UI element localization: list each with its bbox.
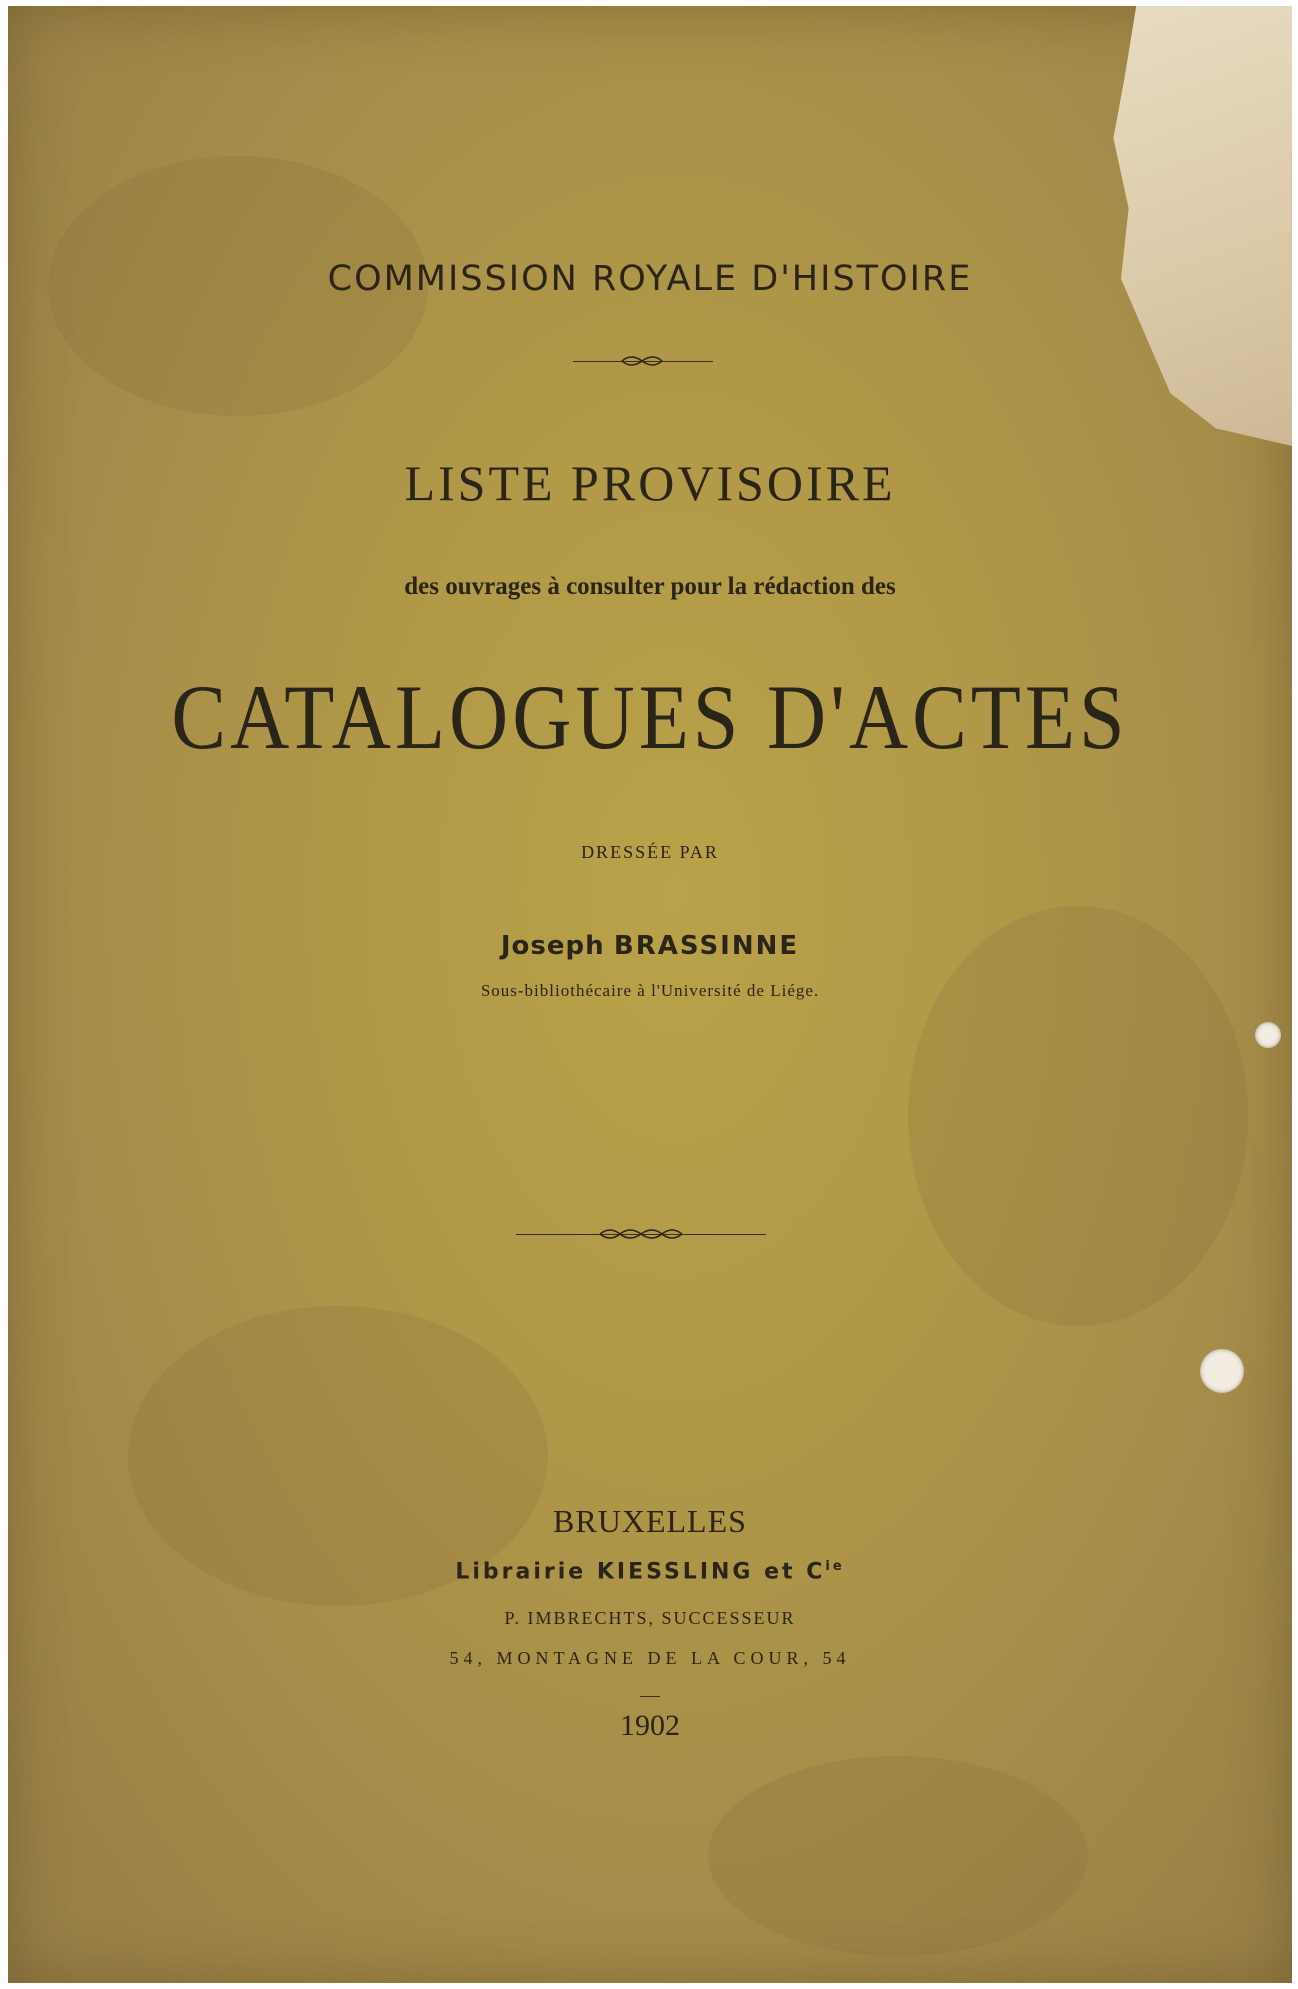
author-firstname: Joseph [500,931,605,961]
subtitle: des ouvrages à consulter pour la rédaction des [404,573,896,600]
book-cover [8,6,1292,1983]
address: 54, MONTAGNE DE LA COUR, 54 [449,1648,851,1668]
publisher-name: Librairie KIESSLING et C [455,1559,826,1585]
torn-corner [1102,6,1292,446]
ornament-icon [598,1225,684,1243]
commission-heading: COMMISSION ROYALE D'HISTOIRE [327,259,973,299]
dressee-par-label: DRESSÉE PAR [581,842,719,862]
year: 1902 [620,1709,680,1742]
publisher [8,1559,1292,1584]
publisher-suffix: ie [825,1559,845,1574]
punch-hole [1255,1022,1281,1048]
city: BRUXELLES [553,1503,747,1539]
ornament-icon [620,353,664,369]
successor: P. IMBRECHTS, SUCCESSEUR [504,1608,796,1628]
author-name [8,931,1292,961]
year-rule [640,1696,660,1697]
paper-stain [908,906,1248,1326]
author-affiliation: Sous-bibliothécaire à l'Université de Liége. [480,981,820,1000]
title-line-1: LISTE PROVISOIRE [404,455,896,511]
punch-hole [1200,1349,1244,1393]
paper-stain [708,1756,1088,1956]
title-line-2: CATALOGUES D'ACTES [171,666,1129,769]
author-surname: BRASSINNE [613,931,800,961]
